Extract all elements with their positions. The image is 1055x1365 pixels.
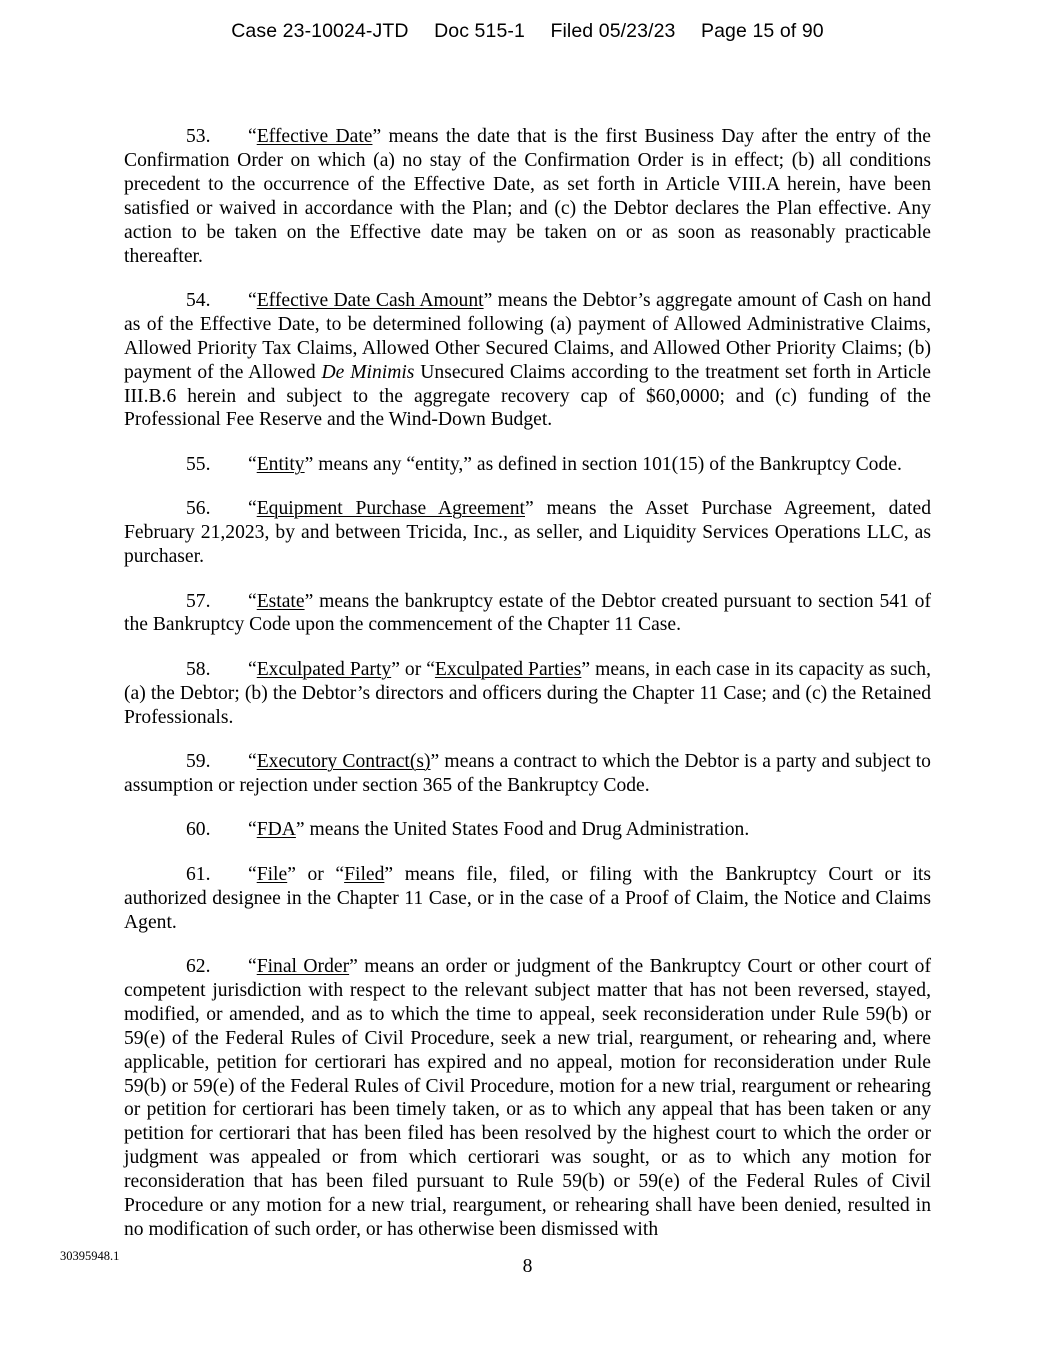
doc-number: Doc 515-1 [434, 20, 525, 42]
quote-open: “ [248, 453, 257, 475]
defined-term: FDA [256, 819, 296, 841]
document-body [124, 125, 931, 1262]
term-separator: ” or “ [287, 863, 345, 885]
definition-text: ” means the bankruptcy estate of the Debtor created pursuant to section 541 of the Bankruptcy Code upon the commencement of the Chapter 11 Case. [124, 590, 931, 636]
term-separator: ” or “ [391, 658, 435, 680]
italic-term: De Minimis [321, 361, 415, 383]
definition-text: ” means an order or judgment of the Bankruptcy Court or other court of competent jurisdiction with respect to the relevant subject matter that has not been reversed, stayed, modified, or amended, and as to which the time to appeal, seek reconsideration under Rule 59(b) or 59(e) of the Federal Rules of Civil Procedure, seek a new trial, reargument, or rehearing and, where applicable, petition for certiorari has expired and no appeal, motion for reconsideration under Rule 59(b) or 59(e) of the Federal Rules of Civil Procedure, motion for a new trial, reargument or rehearing or petition for certiorari has been timely taken, or as to which any appeal that has been taken or any petition for certiorari that has been filed has been resolved by the highest court to which the order or judgment was appealed or from which certiorari was sought, or as to which any motion for reconsideration that has been filed pursuant to Rule 59(b) or 59(e) of the Federal Rules of Civil Procedure or any motion for a new trial, reargument, or rehearing shall have been denied, resulted in no modification of such order, or has otherwise been dismissed with [124, 955, 931, 1240]
paragraph-number: 61. [186, 863, 211, 885]
case-number: Case 23-10024-JTD [231, 20, 409, 42]
definition-paragraph [124, 818, 931, 842]
defined-term: Exculpated Parties [434, 658, 582, 680]
defined-term: Entity [256, 453, 305, 475]
document-id: 30395948.1 [60, 1249, 120, 1263]
quote-open: “ [248, 498, 257, 520]
defined-term: File [256, 863, 288, 885]
paragraph-number: 60. [186, 819, 211, 841]
defined-term: Exculpated Party [256, 658, 392, 680]
quote-open: “ [248, 819, 257, 841]
quote-open: “ [248, 955, 257, 977]
paragraph-number: 57. [186, 590, 211, 612]
quote-open: “ [248, 863, 257, 885]
quote-open: “ [248, 658, 257, 680]
quote-open: “ [248, 751, 257, 773]
paragraph-number: 53. [186, 126, 211, 147]
definition-text: ” means the date that is the first Business Day after the entry of the Confirmation Order on which (a) no stay of the Confirmation Order is in effect; (b) all conditions precedent to the occurrence of the Effective Date, as set forth in Article VIII.A herein, have been satisfied or waived in accordance with the Plan; and (c) the Debtor declares the Plan effective. Any action to be taken on the Effective date may be taken on or as soon as reasonably practicable thereafter. [124, 126, 932, 267]
definition-paragraph [124, 590, 931, 638]
paragraph-number: 58. [186, 658, 211, 680]
quote-open: “ [248, 289, 257, 311]
paragraph-number: 56. [186, 498, 211, 520]
definition-text: ” means a contract to which the Debtor is a party and subject to assumption or rejection under section 365 of the Bankruptcy Code. [124, 751, 931, 796]
quote-open: “ [248, 590, 257, 612]
definition-text: ” means the Debtor’s aggregate amount of Cash on hand as of the Effective Date, to be determined following (a) payment of Allowed Administrative Claims, Allowed Priority Tax Claims, Allowed Other Secured Claims, and Allowed Other Priority Claims; (b) payment of the Allowed [124, 289, 931, 383]
case-header [0, 20, 1055, 43]
paragraph-number: 59. [186, 751, 211, 773]
definition-paragraph [124, 955, 931, 1242]
page-indicator: Page 15 of 90 [701, 20, 824, 42]
definition-text: ” means any “entity,” as defined in section 101(15) of the Bankruptcy Code. [304, 453, 902, 475]
page-number: 8 [522, 1256, 533, 1277]
definition-text: ” means the Asset Purchase Agreement, dated February 21,2023, by and between Tricida, Inc., as seller, and Liquidity Services Operations LLC, as purchaser. [124, 498, 931, 568]
paragraph-number: 55. [186, 453, 211, 475]
definition-paragraph [124, 497, 931, 569]
paragraph-number: 54. [186, 289, 211, 311]
definition-text: ” means, in each case in its capacity as such, (a) the Debtor; (b) the Debtor’s directors and officers during the Chapter 11 Case; and (c) the Retained Professionals. [124, 658, 931, 728]
definition-paragraph [124, 750, 931, 798]
definition-paragraph [124, 863, 931, 935]
defined-term: Equipment Purchase Agreement [256, 498, 525, 520]
definition-paragraph [124, 453, 931, 477]
quote-open: “ [248, 126, 257, 147]
defined-term: Effective Date Cash Amount [256, 289, 484, 311]
filed-date: Filed 05/23/23 [550, 20, 676, 42]
definition-paragraph [124, 125, 931, 268]
definition-text: ” means file, filed, or filing with the Bankruptcy Court or its authorized designee in the Chapter 11 Case, or in the case of a Proof of Claim, the Notice and Claims Agent. [124, 863, 931, 933]
defined-term: Final Order [256, 955, 350, 977]
paragraph-number: 62. [186, 955, 211, 977]
definition-paragraph [124, 289, 931, 432]
defined-term: Filed [344, 863, 385, 885]
definition-text: Unsecured Claims according to the treatment set forth in Article III.B.6 herein and subject to the aggregate recovery cap of $60,0000; and (c) funding of the Professional Fee Reserve and the Wind-Down Budget. [124, 361, 931, 431]
defined-term: Effective Date [256, 126, 373, 147]
defined-term: Estate [256, 590, 305, 612]
definition-paragraph [124, 658, 931, 730]
defined-term: Executory Contract(s) [256, 751, 431, 773]
definition-text: ” means the United States Food and Drug Administration. [295, 819, 750, 841]
